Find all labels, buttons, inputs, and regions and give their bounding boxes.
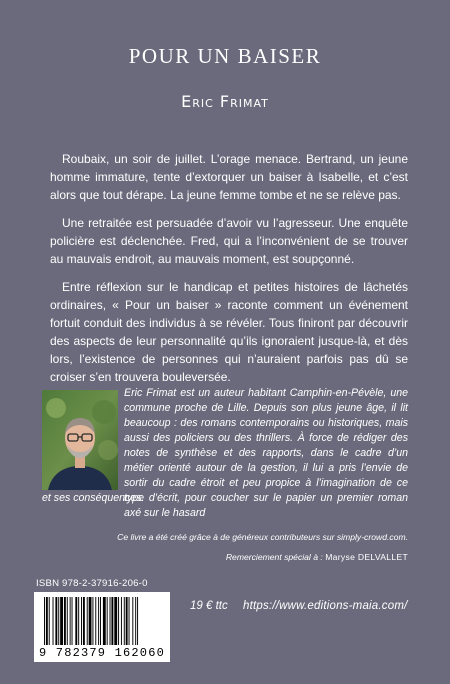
barcode-digits: 9 782379 162060 bbox=[38, 646, 166, 660]
barcode-bar bbox=[124, 597, 125, 645]
barcode-bar bbox=[95, 597, 96, 645]
barcode bbox=[34, 592, 170, 662]
barcode-bar bbox=[58, 597, 59, 645]
barcode-bar bbox=[72, 597, 73, 645]
barcode-bar bbox=[81, 597, 82, 645]
author-photo-icon bbox=[42, 390, 118, 490]
barcode-bar bbox=[98, 597, 99, 645]
price: 19 € ttc bbox=[190, 600, 228, 612]
barcode-bar bbox=[110, 597, 111, 645]
barcode-bar bbox=[60, 597, 63, 645]
author-bio: Eric Frimat est un auteur habitant Camphin-en-Pévèle, une commune proche de Lille. Depuis son plus jeune âge, il lit beaucoup : des romans contemporains ou historiques, mais aussi des policiers ou des thrillers. À force de rédiger des notes de synthèse et des rapports, dans le cadre d’un métier orienté autour de la gestion, il lui a pris l’envie de sortir du cadre étroit et peu propice à l’imagination de ce type d’écrit, pour coucher sur le papier un premier roman axé sur le hasard bbox=[124, 387, 408, 519]
barcode-bar bbox=[129, 597, 130, 645]
author-bio-continued: et ses conséquences. bbox=[42, 492, 145, 504]
barcode-bar bbox=[78, 597, 79, 645]
barcode-bar bbox=[64, 597, 66, 645]
barcode-bar bbox=[107, 597, 108, 645]
barcode-bar bbox=[111, 597, 113, 645]
barcode-bar bbox=[87, 597, 88, 645]
barcode-bar bbox=[100, 597, 101, 645]
barcode-bar bbox=[53, 597, 54, 645]
barcode-bar bbox=[103, 597, 106, 645]
barcode-bar bbox=[137, 597, 138, 645]
special-thanks bbox=[226, 552, 408, 562]
thanks-label: Remerciement spécial à : bbox=[225, 552, 326, 562]
barcode-bar bbox=[114, 597, 117, 645]
barcode-bar bbox=[89, 597, 92, 645]
barcode-bar bbox=[135, 597, 136, 645]
barcode-bar bbox=[83, 597, 85, 645]
barcode-bar bbox=[118, 597, 119, 645]
blurb-paragraph-3: Entre réflexion sur le handicap et petites histoires de lâchetés ordinaires, « Pour un baiser » raconte comment un événement fortuit conduit des individus à se révéler. Tous finiront par découvrir des aspects de leur personnalité qu’ils ignoraient jusque-là, et dès lors, l’existence de personnes qui n’auraient parfois pas dû se croiser s’en trouvera bouleversée. bbox=[50, 280, 408, 384]
barcode-bar bbox=[55, 597, 57, 645]
barcode-bar bbox=[70, 597, 71, 645]
blurb-paragraph-2: Une retraitée est persuadée d’avoir vu l’agresseur. Une enquête policière est déclenchée. Fred, qui a l’inconvénient de se trouver au mauvais endroit, au mauvais moment, est soupçonné. bbox=[50, 216, 408, 266]
barcode-bar bbox=[92, 597, 93, 645]
author-name: Eric Frimat bbox=[181, 92, 269, 111]
isbn-number: ISBN 978-2-37916-206-0 bbox=[36, 578, 148, 589]
barcode-bar bbox=[121, 597, 122, 645]
book-title: POUR UN BAISER bbox=[128, 44, 322, 68]
blurb-paragraph-1: Roubaix, un soir de juillet. L’orage menace. Bertrand, un jeune homme immature, tente d’extorquer un baiser à Isabelle, et c’est alors que tout dérape. La jeune femme tombe et ne se relève pas. bbox=[50, 152, 408, 202]
barcode-bar bbox=[49, 597, 50, 645]
barcode-bar bbox=[67, 597, 68, 645]
publisher-website: https://www.editions-maia.com/ bbox=[243, 600, 408, 612]
blurb bbox=[50, 150, 408, 396]
barcode-bar bbox=[44, 597, 45, 645]
barcode-bar bbox=[132, 597, 133, 645]
barcode-icon bbox=[34, 595, 170, 649]
barcode-bar bbox=[126, 597, 128, 645]
author-portrait bbox=[42, 390, 118, 490]
barcode-bar bbox=[46, 597, 48, 645]
barcode-bar bbox=[75, 597, 77, 645]
crowdfunding-credit: Ce livre a été créé grâce à de généreux contributeurs sur simply-crowd.com. bbox=[117, 532, 408, 542]
thanks-name: Maryse DELVALLET bbox=[325, 552, 408, 562]
